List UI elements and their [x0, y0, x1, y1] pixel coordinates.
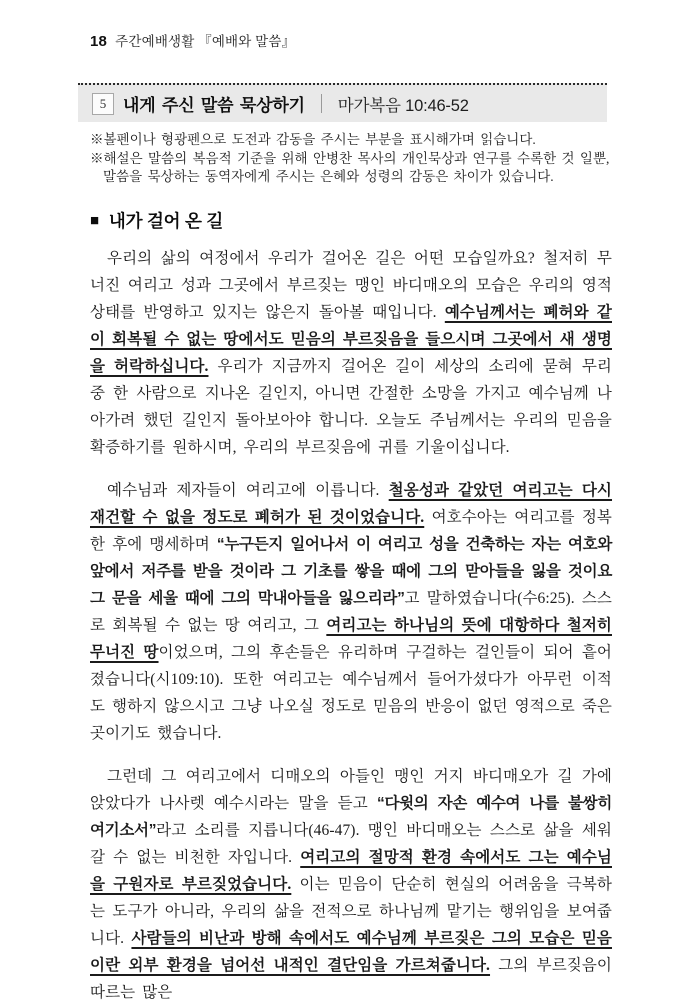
body-text: 이는 믿음이 단순히 현실의 어려움을 극복하는 도구가 아니라, 우리의 삶을 전적으로 하나님께 맡기는 행위임을 보여줍니다. — [90, 875, 612, 947]
divider — [321, 94, 322, 113]
section-title: 내게 주신 말씀 묵상하기 — [123, 96, 305, 115]
scripture-quote-text: “다윗의 자손 예수여 나를 불쌍히 여기소서” — [90, 794, 612, 839]
body-text: 우리가 지금까지 걸어온 길이 세상의 소리에 묻혀 무리 중 한 사람으로 지나온 길인지, 아니면 간절한 소망을 가지고 예수님께 나아가려 했던 길인지 돌아보아야 합니다. 오늘도 주님께서는 우리의 믿음을 확증하기를 원하시며, 우리의 부르짖음에 귀를 기울이십니다. — [90, 357, 612, 456]
reading-notes — [90, 131, 612, 187]
paragraph — [90, 477, 612, 747]
body-text: 라고 소리를 지릅니다(46-47). 맹인 바디매오는 스스로 삶을 세워갈 수 없는 비천한 자입니다. — [90, 821, 612, 866]
emphasis-underline-text: 예수님께서는 폐허와 같이 회복될 수 없는 땅에서도 믿음의 부르짖음을 들으시며 그곳에서 새 생명을 허락하십니다. — [90, 303, 612, 375]
scripture-reference: 마가복음 10:46-52 — [337, 96, 469, 115]
body-text: 여호수아는 여리고를 정복한 후에 맹세하며 — [90, 508, 612, 553]
paragraph — [90, 763, 612, 1006]
body-text: 그런데 그 여리고에서 디매오의 아들인 맹인 거지 바디매오가 길 가에 앉았다가 나사렛 예수시라는 말을 듣고 — [90, 767, 612, 812]
article-heading-label: 내가 걸어 온 길 — [108, 210, 224, 231]
body-text: 예수님과 제자들이 여리고에 이릅니다. — [107, 481, 389, 499]
emphasis-underline-text: 철옹성과 같았던 여리고는 다시 재건할 수 없을 정도로 폐허가 된 것이었습니다. — [90, 481, 613, 526]
article-heading — [90, 208, 612, 233]
section-title-bar — [78, 83, 607, 122]
running-head — [90, 30, 612, 50]
body-text: 이었으며, 그의 후손들은 유리하며 구걸하는 걸인들이 되어 흩어졌습니다(시109:10). 또한 여리고는 예수님께서 들어가셨다가 아무런 이적도 행하지 않으시고 그냥 나오실 정도로 믿음의 반응이 없던 영적으로 죽은 곳이기도 했습니다. — [90, 643, 612, 742]
body-text: 그의 부르짖음이 따르는 많은 — [90, 956, 612, 1001]
emphasis-underline-text: 사람들의 비난과 방해 속에서도 예수님께 부르짖은 그의 모습은 믿음이란 외부 환경을 넘어선 내적인 결단임을 가르쳐줍니다. — [90, 929, 612, 974]
square-bullet-icon: ■ — [90, 211, 99, 229]
scripture-quote-text: “누구든지 일어나서 이 여리고 성을 건축하는 자는 여호와 앞에서 저주를 받을 것이라 그 기초를 쌓을 때에 그의 맏아들을 잃을 것이요 그 문을 세울 때에 그의 막내아들을 잃으리라” — [90, 535, 613, 607]
note-line: 말씀을 묵상하는 동역자에게 주시는 은혜와 성령의 감동은 차이가 있습니다. — [103, 169, 554, 184]
note-line: ※해설은 말씀의 복음적 기준을 위해 안병찬 목사의 개인묵상과 연구를 수록한 것 일뿐, — [90, 150, 610, 166]
paragraph — [90, 245, 612, 461]
body-paragraphs — [90, 245, 612, 1006]
body-text: 고 말하였습니다(수6:25). 스스로 회복될 수 없는 땅 여리고, 그 — [90, 589, 612, 634]
book-title: 주간예배생활 『예배와 말씀』 — [115, 34, 296, 49]
emphasis-underline-text: 여리고는 하나님의 뜻에 대항하다 철저히 무너진 땅 — [90, 616, 612, 661]
emphasis-underline-text: 여리고의 절망적 환경 속에서도 그는 예수님을 구원자로 부르짖었습니다. — [90, 848, 612, 893]
page-number: 18 — [90, 33, 108, 50]
note-line: ※볼펜이나 형광펜으로 도전과 감동을 주시는 부분을 표시해가며 읽습니다. — [90, 132, 536, 147]
body-text: 우리의 삶의 여정에서 우리가 걸어온 길은 어떤 모습일까요? 철저히 무너진 여리고 성과 그곳에서 부르짖는 맹인 바디매오의 모습은 우리의 영적 상태를 반영하고 있지는 않은지 돌아볼 때입니다. — [90, 249, 612, 321]
section-number-box: 5 — [92, 93, 114, 115]
